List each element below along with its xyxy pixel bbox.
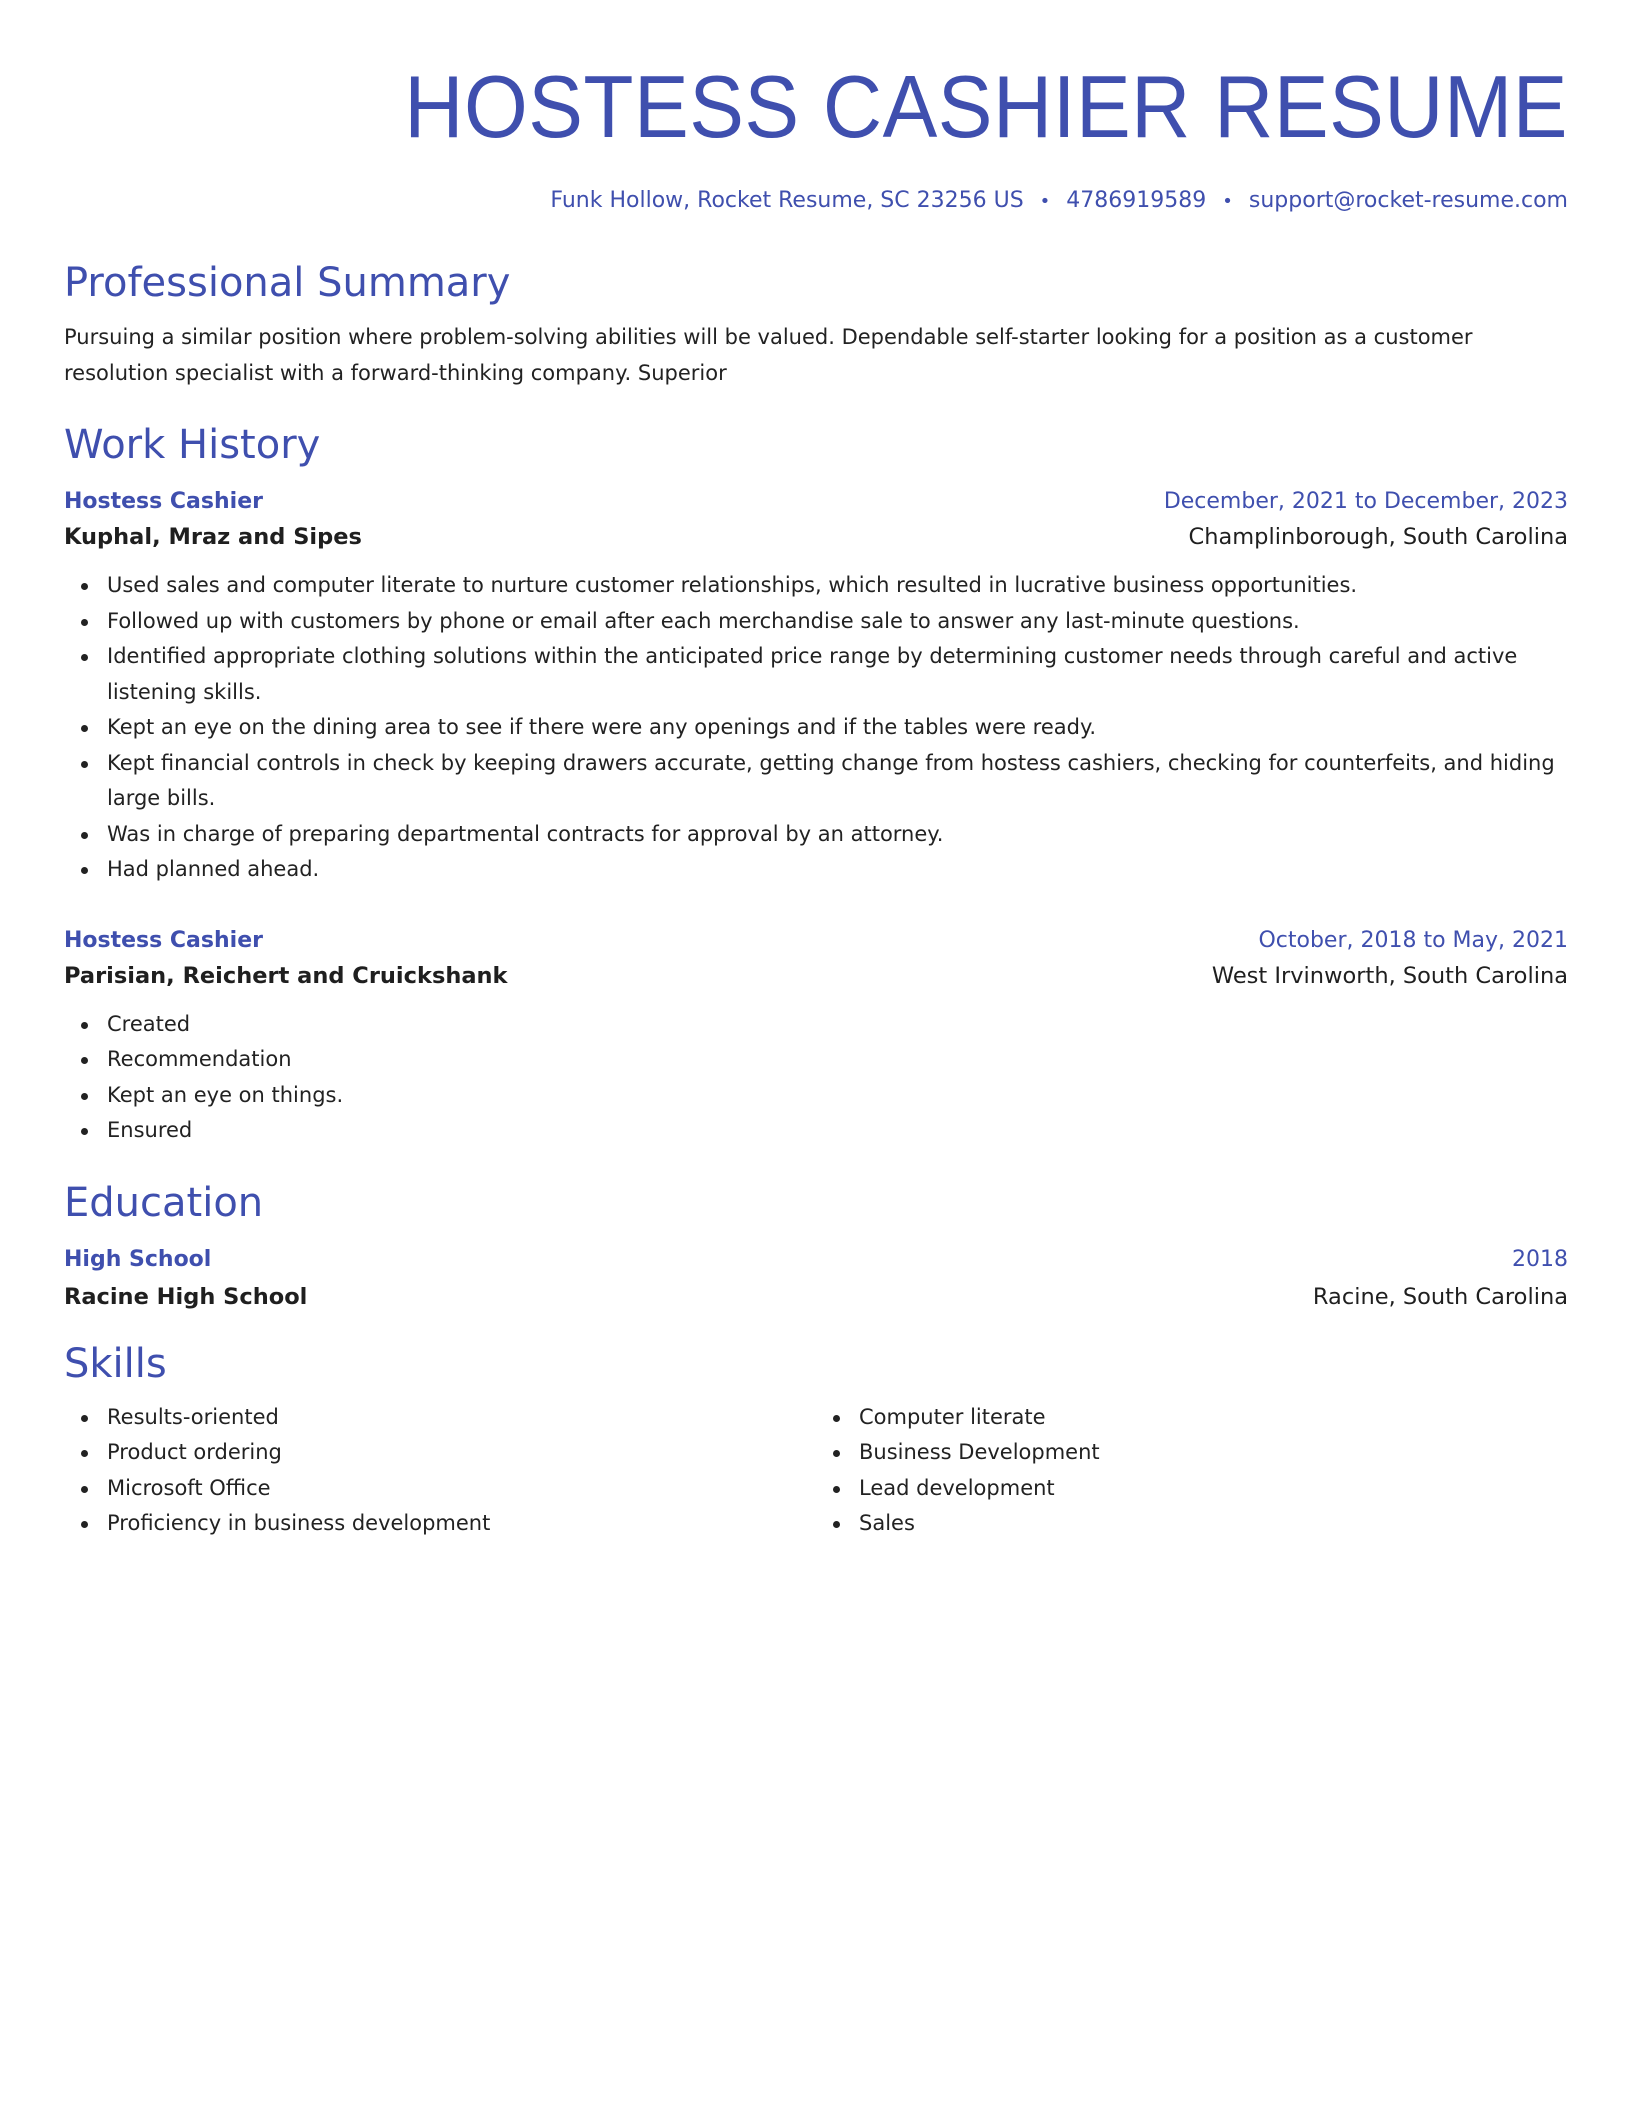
work-history-heading: Work History — [64, 422, 321, 468]
skill-item: Product ordering — [107, 1435, 816, 1471]
education-entry — [64, 1247, 1568, 1310]
contact-separator: • — [1039, 191, 1051, 212]
skills-heading: Skills — [64, 1340, 167, 1387]
list-item: Was in charge of preparing departmental contracts for approval by an attorney. — [107, 817, 1568, 853]
skills-columns — [64, 1400, 1568, 1542]
job-bullets — [64, 1007, 1568, 1149]
skill-item: Microsoft Office — [107, 1471, 816, 1507]
skill-item: Business Development — [859, 1435, 1568, 1471]
summary-text: Pursuing a similar position where problem-solving abilities will be valued. Dependable self-starter looking for a position as a customer resolution specialist with a forward-thinking company. Superior — [64, 325, 1473, 385]
skill-item: Proficiency in business development — [107, 1506, 816, 1542]
job-location: West Irvinworth, South Carolina — [1211, 962, 1568, 989]
education-school: Racine High School — [64, 1283, 308, 1310]
education-year: 2018 — [1512, 1246, 1568, 1272]
education-location: Racine, South Carolina — [1312, 1283, 1568, 1310]
job-bullets — [64, 568, 1568, 888]
education-heading: Education — [64, 1179, 264, 1226]
skills-list-right — [816, 1400, 1568, 1542]
list-item: Kept financial controls in check by keeping drawers accurate, getting change from hostess cashiers, checking for counterfeits, and hiding large bills. — [107, 746, 1568, 817]
list-item: Kept an eye on the dining area to see if there were any openings and if the tables were ready. — [107, 710, 1568, 746]
list-item: Created — [107, 1007, 1568, 1043]
list-item: Ensured — [107, 1113, 1568, 1149]
contact-address: Funk Hollow, Rocket Resume, SC 23256 US — [550, 188, 1024, 213]
contact-phone: 4786919589 — [1066, 188, 1207, 213]
job-entry — [64, 489, 1568, 888]
skill-item: Computer literate — [859, 1400, 1568, 1436]
skill-item: Sales — [859, 1506, 1568, 1542]
job-title: Hostess Cashier — [64, 927, 263, 953]
summary-heading: Professional Summary — [64, 260, 511, 306]
job-dates: October, 2018 to May, 2021 — [1258, 927, 1568, 953]
contact-line — [64, 188, 1568, 213]
list-item: Had planned ahead. — [107, 852, 1568, 888]
job-entry — [64, 928, 1568, 1149]
job-location: Champlinborough, South Carolina — [1188, 524, 1568, 550]
job-dates: December, 2021 to December, 2023 — [1163, 489, 1568, 514]
skills-list-left — [64, 1400, 816, 1542]
education-degree: High School — [64, 1246, 212, 1272]
list-item: Recommendation — [107, 1042, 1568, 1078]
list-item: Used sales and computer literate to nurture customer relationships, which resulted in lucrative business opportunities. — [107, 568, 1568, 604]
job-company: Parisian, Reichert and Cruickshank — [64, 962, 508, 989]
skill-item: Results-oriented — [107, 1400, 816, 1436]
resume-title: HOSTESS CASHIER RESUME — [404, 58, 1568, 157]
list-item: Kept an eye on things. — [107, 1078, 1568, 1114]
job-company: Kuphal, Mraz and Sipes — [64, 524, 362, 550]
job-title: Hostess Cashier — [64, 489, 263, 514]
list-item: Identified appropriate clothing solutions within the anticipated price range by determining customer needs through careful and active listening skills. — [107, 639, 1568, 710]
skill-item: Lead development — [859, 1471, 1568, 1507]
list-item: Followed up with customers by phone or email after each merchandise sale to answer any last-minute questions. — [107, 604, 1568, 640]
contact-email: support@rocket-resume.com — [1248, 188, 1568, 213]
contact-separator: • — [1222, 191, 1233, 212]
